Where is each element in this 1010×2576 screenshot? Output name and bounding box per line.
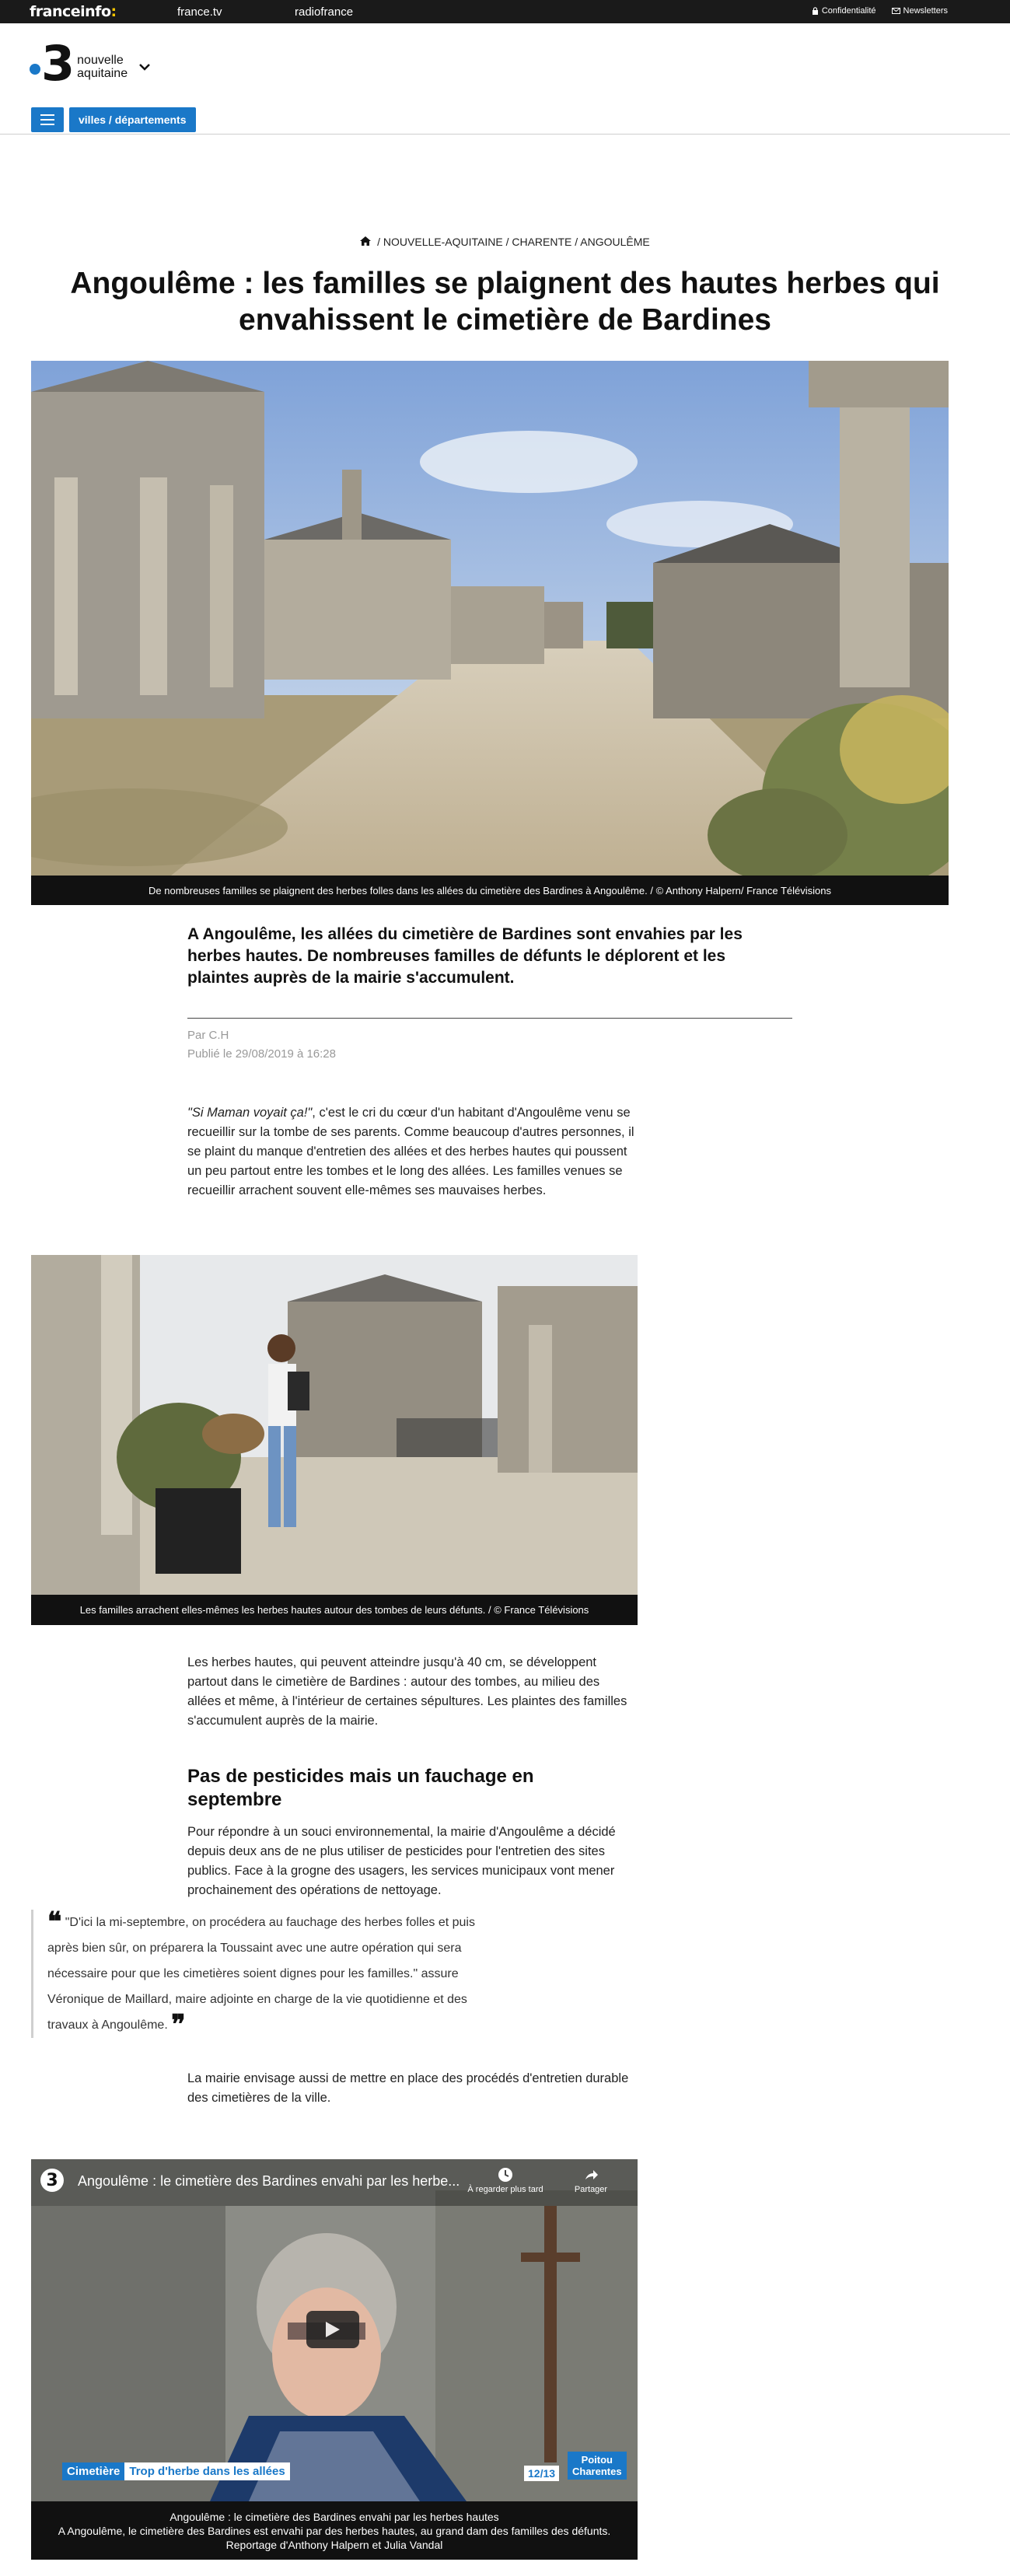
breadcrumb [0,236,1010,248]
share-button[interactable] [560,2167,622,2194]
video-caption-credit: Reportage d'Anthony Halpern et Julia Vandal [225,2538,443,2551]
franceinfo-logo-text: franceinfo [30,3,111,20]
breadcrumb-item-department[interactable]: CHARENTE [512,236,572,248]
lock-icon [812,7,819,15]
article-paragraph-2: Les herbes hautes, qui peuvent atteindre jusqu'à 40 cm, se développent partout dans le cimetière de Bardines : autour des tombes, au milieu des allées et même, à l'intérieur de certaines sépultures. Les plaintes des familles s'accumulent auprès de la mairie. [187,1655,627,1728]
video-time-badge: 12/13 [524,2466,559,2481]
hero-figure [31,361,949,905]
inline-figure-caption: Les familles arrachent elles-mêmes les herbes hautes autour des tombes de leurs défunts. / © France Télévisions [31,1595,638,1625]
article-paragraph-3: Pour répondre à un souci environnemental, la mairie d'Angoulême a décidé depuis deux ans de ne plus utiliser de pesticides pour l'entretien des sites publics. Face à la grogne des usagers, les services municipaux vont mener prochainement des opérations de nettoyage. [187,1825,616,1897]
network-link-radiofrance[interactable]: radiofrance [295,5,354,19]
home-icon[interactable] [360,236,371,248]
hero-image [31,361,949,876]
paragraph-1-quote: "Si Maman voyait ça!" [187,1106,313,1120]
villes-departements-button[interactable]: villes / départements [69,107,196,132]
watch-later-button[interactable] [467,2167,544,2194]
logo-dot [30,64,40,75]
envelope-icon [892,8,900,14]
article-quote [31,1907,490,2040]
video-tag-right: Trop d'herbe dans les allées [124,2462,289,2480]
lead-divider [187,1018,792,1019]
privacy-label: Confidentialité [821,6,876,16]
breadcrumb-separator: / [571,236,581,248]
video-caption-title: Angoulême : le cimetière des Bardines envahi par les herbes hautes [169,2510,499,2523]
account-links [812,6,948,16]
logo-number: 3 [41,35,73,92]
breadcrumb-separator: / [502,236,512,248]
article-title-line2: envahissent le cimetière de Bardines [239,303,771,337]
region-name-line1: nouvelle [77,54,124,67]
watch-later-label: À regarder plus tard [467,2185,543,2194]
share-label: Partager [574,2185,608,2194]
video-player[interactable] [31,2159,638,2560]
breadcrumb-separator: / [377,236,383,248]
franceinfo-logo[interactable] [30,3,117,20]
article-subheading: Pas de pesticides mais un fauchage en septembre [187,1766,534,1810]
breadcrumb-item-region[interactable]: NOUVELLE-AQUITAINE [383,236,503,248]
region-name-line2: aquitaine [77,67,128,80]
quote-close-icon: ❞ [171,2009,186,2040]
franceinfo-logo-accent: : [110,3,117,20]
quote-open-icon: ❝ [47,1907,62,1938]
video-tag-left: Cimetière [62,2462,124,2480]
newsletters-link[interactable] [892,6,948,16]
video-channel-badge [568,2452,627,2480]
video-channel-line2: Charentes [572,2466,622,2477]
france3-region-logo[interactable] [30,35,151,92]
breadcrumb-item-city[interactable]: ANGOULÊME [580,236,650,248]
article-byline: Par C.H [187,1029,229,1042]
paragraph-1-text: , c'est le cri du cœur d'un habitant d'Angoulême venu se recueillir sur la tombe de ses parents. Comme beaucoup d'autres personnes, il se plaint du manque d'entretien des allées et des herbes hautes qui poussent un peu partout entre les tombes et le long des allées. Les familles venues se recueillir arrachent souvent elle-mêmes ses mauvaises herbes. [187,1106,634,1197]
newsletters-label: Newsletters [903,6,948,16]
video-title-overlay[interactable]: Angoulême : le cimetière des Bardines envahi par les herbe... [78,2173,460,2189]
privacy-link[interactable] [812,6,876,16]
share-icon [583,2167,599,2183]
network-bar [0,0,1010,23]
video-tag-bar [62,2462,290,2480]
quote-text: "D'ici la mi-septembre, on procédera au fauchage des herbes folles et puis après bien sûr, on préparera la Toussaint avec une autre opération qui sera nécessaire pour que les cimetières soient dignes pour les familles." assure Véronique de Maillard, maire adjointe en charge de la vie quotidienne et des travaux à Angoulême. [47,1916,475,2032]
network-link-francetv[interactable]: france.tv [177,5,222,19]
hero-caption: De nombreuses familles se plaignent des herbes folles dans les allées du cimetière des Bardines à Angoulême. / © Anthony Halpern/ France Télévisions [31,876,949,905]
video-frame[interactable] [31,2159,638,2501]
chevron-down-icon[interactable] [138,58,151,75]
play-icon[interactable] [306,2311,359,2348]
video-channel-line1: Poitou [581,2454,613,2466]
article-title [31,265,979,338]
clock-icon [498,2167,513,2183]
video-channel-logo: 3 [40,2169,64,2192]
article-lead: A Angoulême, les allées du cimetière de Bardines sont envahies par les herbes hautes. De nombreuses familles de défunts le déplorent et les plaintes auprès de la mairie s'accumulent. [187,925,743,987]
article-publish-date: Publié le 29/08/2019 à 16:28 [187,1047,336,1061]
article-title-line1: Angoulême : les familles se plaignent des hautes herbes qui [70,267,940,300]
inline-figure-image [31,1255,638,1595]
video-caption-summary: A Angoulême, le cimetière des Bardines est envahi par des herbes hautes, au grand dam des familles des défunts. [58,2524,611,2537]
video-caption [31,2501,638,2560]
region-name [77,54,128,80]
hamburger-icon[interactable] [31,107,64,132]
article-paragraph-4: La mairie envisage aussi de mettre en place des procédés d'entretien durable des cimetières de la ville. [187,2071,629,2105]
inline-figure [31,1255,638,1625]
article-paragraph-1 [187,1103,635,1201]
